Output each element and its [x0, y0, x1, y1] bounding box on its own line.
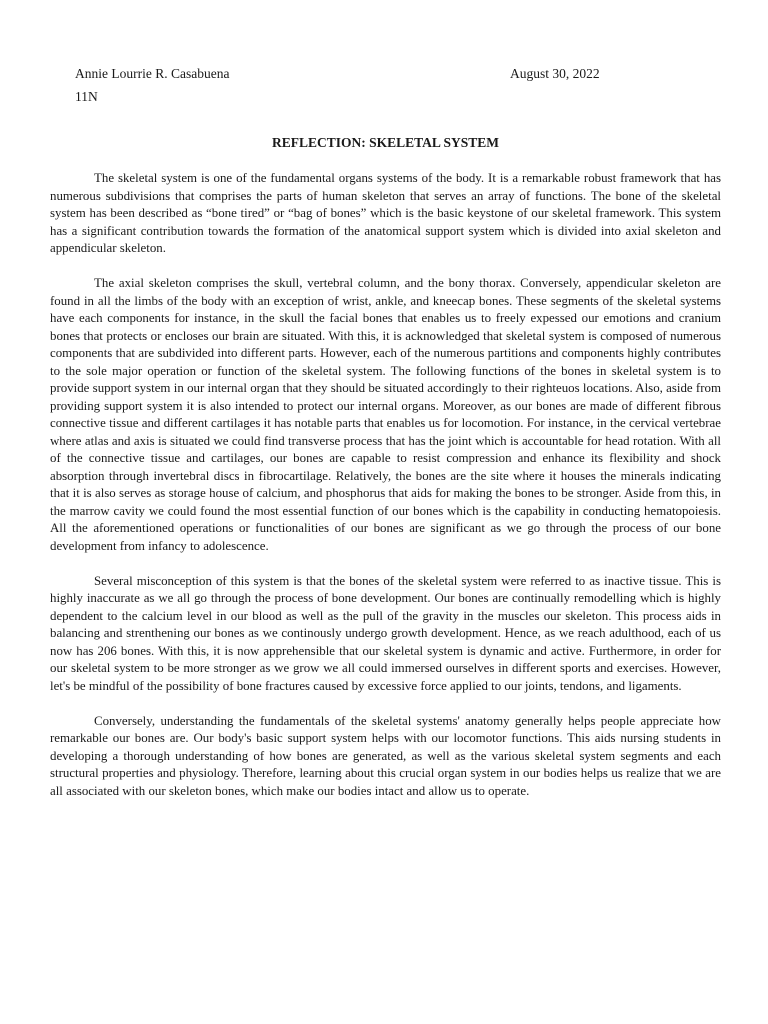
paragraph: Several misconception of this system is that the bones of the skeletal system were referred to as inactive tissue. This is highly inaccurate as we all go through the process of bone development. Our bones are continually remodelling which is highly dependent to the calcium level in our blood as well as the pull of the gravity in the muscles our skeleton. This process aids in balancing and strenthening our bones as we continously undergo growth development. Hence, as we reach adulthood, each of us now has 206 bones. With this, it is now apprehensible that our skeletal system is dynamic and active. Furthermore, in order for our skeletal system to be more stronger as we grow we all could immersed ourselves in different sports and exercises. However, let's be mindful of the possibility of bone fractures caused by excessive force applied to our joints, tendons, and ligaments.	[50, 573, 721, 693]
paragraph: The axial skeleton comprises the skull, vertebral column, and the bony thorax. Conversely, appendicular skeleton are found in all the limbs of the body with an exception of wrist, ankle, and kneecap bones. These segments of the skeletal systems have each components for instance, in the skull the facial bones that enables us to freely expessed our emotions and cranium bones that protects or encloses our brain are situated. With this, it is acknowledged that skeletal system is composed of numerous components that are subdivided into different parts. However, each of the numerous partitions and components highly contributes to the sole major operation or function of the skeletal system. The following functions of the bones in skeletal system is to provide support system in our internal organ that they should be situated accordingly to their righteuos locations. Also, aside from providing support system it is also intended to protect our internal organs. Moreover, as our bones are made of different fibrous connective tissue and different cartilages it has notable parts that enables us for locomotion. For instance, in the cervical vertebrae where atlas and axis is situated we could find transverse process that has the joint which is accountable for head rotation. With all of the connective tissue and cartilages, our bones are capable to resist compression and enhance its flexibility and shock absorption through invertebral discs in fibrocartilage. Relatively, the bones are the site where it houses the minerals indicating that it is also serves as storage house of calcium, and phosphorus that aids for making the bones to be stronger. Aside from this, in the marrow cavity we could found the most essential function of our bones which is the capability in conducting hematopoiesis. All the aforementioned operations or functionalities of our bones are significant as we go through the process of our bone development from infancy to adolescence.	[50, 276, 721, 553]
document-date: August 30, 2022	[510, 66, 600, 81]
paragraph: The skeletal system is one of the fundamental organs systems of the body. It is a remarkable robust framework that has numerous subdivisions that comprises the parts of human skeleton that serves an array of functions. The bone of the skeletal system has been described as “bone tired” or “bag of bones” which is the basic keystone of our skeletal framework. This system has a significant contribution towards the formation of the anatomical support system which is divided into axial skeleton and appendicular skeleton.	[50, 171, 721, 255]
paragraph: Conversely, understanding the fundamentals of the skeletal systems' anatomy generally helps people appreciate how remarkable our bones are. Our body's basic support system helps with our locomotor functions. This aids nursing students in developing a thorough understanding of how bones are generated, as well as the various skeletal system segments and each structural properties and physiology. Therefore, learning about this crucial organ system in our bodies helps us realize that we are all associated with our skeleton bones, which make our bodies intact and allow us to operate.	[50, 713, 721, 798]
author-name: Annie Lourrie R. Casabuena	[75, 66, 230, 81]
document-title: REFLECTION: SKELETAL SYSTEM	[271, 135, 500, 150]
document-page	[50, 0, 721, 1024]
document-body	[50, 170, 721, 818]
section-label: 11N	[75, 89, 98, 104]
